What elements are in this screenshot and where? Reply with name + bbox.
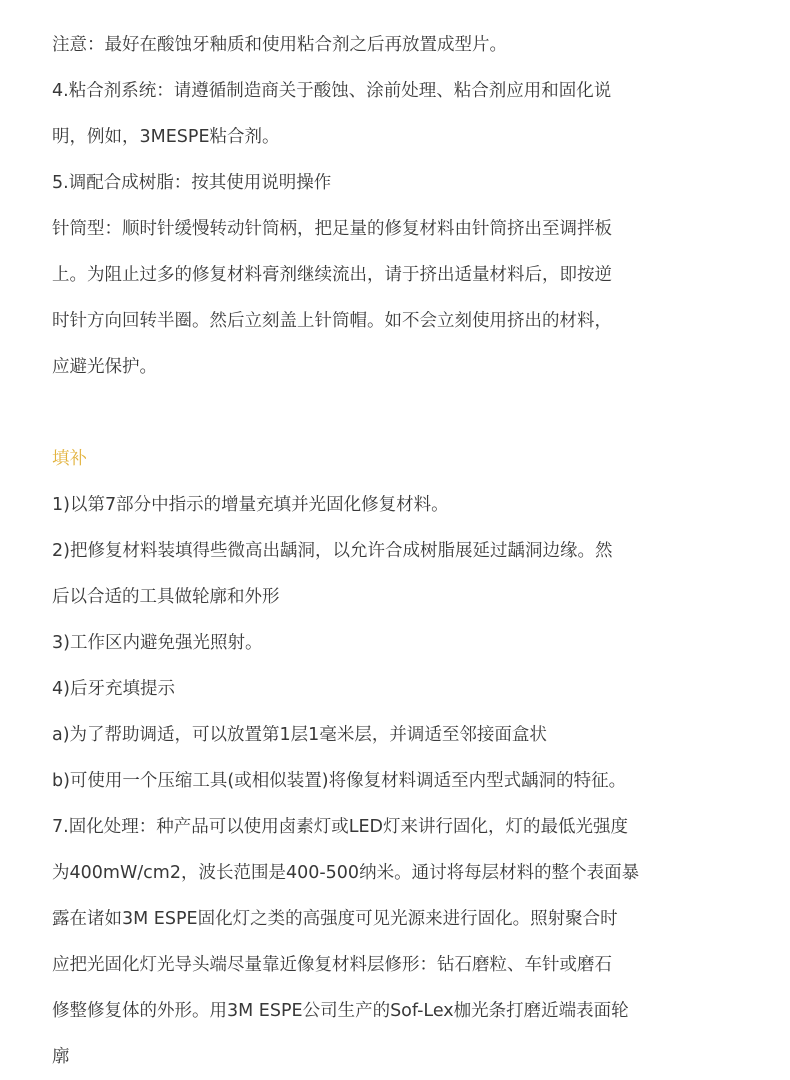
text-line-fill-2a: 2)把修复材料装填得些微高出龋洞，以允许合成树脂展延过龋洞边缘。然: [52, 541, 613, 561]
text-line-fill-1: 1)以第7部分中指示的增量充填并光固化修复材料。: [52, 495, 449, 515]
section-heading: 填补: [52, 449, 87, 469]
text-line-curing-1: 7.固化处理：种产品可以使用卤素灯或LED灯来讲行固化，灯的最低光强度: [52, 817, 628, 837]
text-line-adhesive-system: 4.粘合剂系统：请遵循制造商关于酸蚀、涂前处理、粘合剂应用和固化说: [52, 81, 612, 101]
paragraph-gap: [52, 390, 770, 436]
text-line-curing-5: 修整修复体的外形。用3M ESPE公司生产的Sof-Lex枷光条打磨近端表面轮: [52, 1001, 629, 1021]
text-line-curing-3: 露在诸如3M ESPE固化灯之类的高强度可见光源来进行固化。照射聚合时: [52, 909, 618, 929]
text-line-fill-2b: 后以合适的工具做轮廓和外形: [52, 587, 280, 607]
text-line-syringe-4: 应避光保护。: [52, 357, 157, 377]
text-line-curing-4: 应把光固化灯光导头端尽量靠近像复材料层修形：钻石磨粒、车针或磨石: [52, 955, 612, 975]
text-line-syringe-3: 时针方向回转半圈。然后立刻盖上针筒帽。如不会立刻使用挤出的材料，: [52, 311, 612, 331]
text-line-fill-4b: b)可使用一个压缩工具(或相似装置)将像复材料调适至内型式龋洞的特征。: [52, 771, 627, 791]
text-line-curing-2: 为400mW/cm2，波长范围是400-500纳米。通讨将每层材料的整个表面暴: [52, 863, 640, 883]
text-line-adhesive-example: 明，例如，3MESPE粘合剂。: [52, 127, 280, 147]
text-line-mix-resin: 5.调配合成树脂：按其使用说明操作: [52, 173, 332, 193]
text-line-fill-4a: a)为了帮助调适，可以放置第1层1毫米层，并调适至邻接面盒状: [52, 725, 547, 745]
text-line-note: 注意：最好在酸蚀牙釉质和使用粘合剂之后再放置成型片。: [52, 35, 507, 55]
document-page: [52, 22, 770, 1080]
text-line-fill-4: 4)后牙充填提示: [52, 679, 175, 699]
text-line-fill-3: 3)工作区内避免强光照射。: [52, 633, 263, 653]
text-line-syringe-2: 上。为阻止过多的修复材料膏剂继续流出，请于挤出适量材料后，即按逆: [52, 265, 612, 285]
text-line-curing-6: 廓: [52, 1047, 70, 1067]
text-line-syringe-1: 针筒型：顺时针缓慢转动针筒柄，把足量的修复材料由针筒挤出至调拌板: [52, 219, 612, 239]
